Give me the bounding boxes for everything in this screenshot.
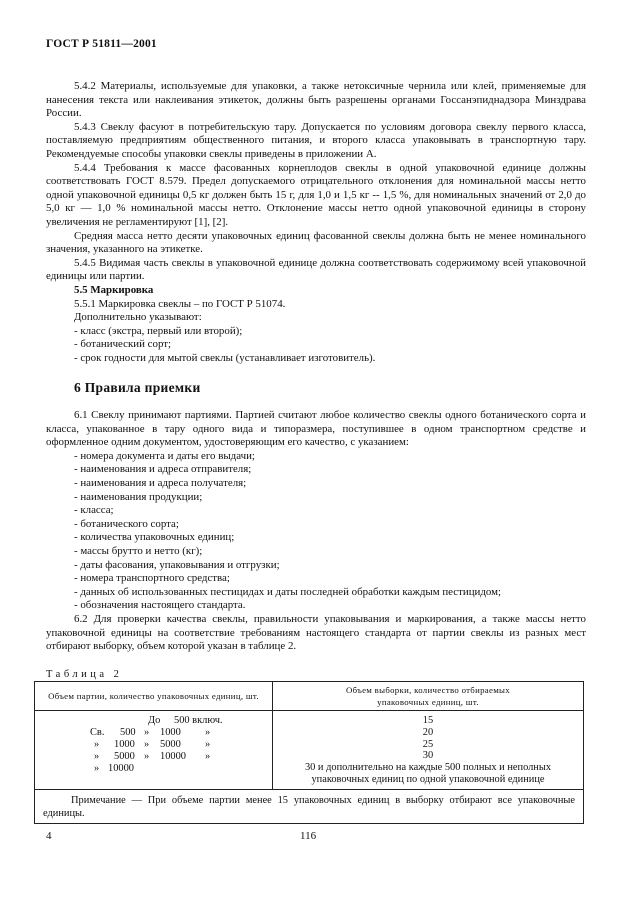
lot-range-token: 10000 <box>108 763 134 774</box>
list-item: - наименования продукции; <box>74 490 203 503</box>
clause-5-5-1-intro: Дополнительно указывают: <box>74 311 202 324</box>
page-number-center: 116 <box>300 830 317 842</box>
sample-size-cell <box>273 711 584 790</box>
clause-6-2: 6.2 Для проверки качества свеклы, правильности упаковывания и маркирования, а также массы нетто упаковочной единицы на соответствие требованиям настоящего стандарта от партии свеклы из разных мест отбирают выборку, объем которой указан в таблице 2. <box>46 612 586 653</box>
lot-range-token: 10000 <box>160 751 186 762</box>
list-item: - наименования и адреса отправителя; <box>74 463 252 476</box>
lot-size-cell <box>35 711 273 790</box>
section-5-5-title: 5.5 Маркировка <box>74 283 154 296</box>
list-item: - класса; <box>74 504 114 517</box>
clause-5-4-2: 5.4.2 Материалы, используемые для упаковки, а также нетоксичные чернила или клей, применяемые для нанесения текста или наклеивания этикеток, должны быть разрешены органами Госсанэпиднадзора Минздрава России. <box>46 80 586 120</box>
lot-range-token: 5000 <box>160 739 181 750</box>
lot-range-token: 5000 <box>114 751 135 762</box>
list-item: - данных об использованных пестицидах и даты последней обработки каждым пестицидом; <box>74 585 502 598</box>
sample-size-value: 20 <box>422 726 434 738</box>
clause-6-1: 6.1 Свеклу принимают партиями. Партией считают любое количество свеклы одного ботанического сорта и класса, упакованное в тару одного вида и типоразмера, поступившее в одном транспортном средстве и оформленное одним документом, удостоверяющим его качество, с указанием: <box>46 409 586 449</box>
list-item: - ботанический сорт; <box>74 338 172 351</box>
list-item: - номера транспортного средства; <box>74 572 230 585</box>
list-item: - даты фасования, упаковывания и отгрузки; <box>74 558 280 571</box>
lot-range-token: Св. <box>90 727 105 738</box>
list-item: - наименования и адреса получателя; <box>74 477 247 490</box>
clause-5-4-4: 5.4.4 Требования к массе фасованных корнеплодов свеклы в одной упаковочной единице должны соответствовать ГОСТ 8.579. Предел допускаемого отрицательного отклонения для номинальной массы нетто одной упаковочной единицы 0,5 кг должен быть 15 г, для 1,0 и 1,5 кг -- 1,5 %, для номинальных значений от 2,0 до 5,0 кг — 1,0 % номинальной массы нетто. Отклонение массы нетто одной упаковочной единицы в сторону увеличения не регламентируют [1], [2]. <box>46 161 586 228</box>
lot-range-token: » <box>94 763 100 774</box>
lot-range-token: » <box>205 751 211 762</box>
document-header: ГОСТ Р 51811—2001 <box>46 38 157 50</box>
clause-5-4-3: 5.4.3 Свеклу фасуют в потребительскую тару. Допускается по условиям договора свеклу первого класса, поставляемую предприятиям общественного питания, и второго класса упаковывать в транспортную тару. Рекомендуемые способы упаковки свеклы приведены в приложении А. <box>46 120 586 160</box>
list-item: - класс (экстра, первый или второй); <box>74 324 243 337</box>
lot-range-token: » <box>144 751 150 762</box>
sample-size-value: 15 <box>422 715 434 726</box>
list-item: - обозначения настоящего стандарта. <box>74 599 246 612</box>
table-header-lot-size: Объем партии, количество упаковочных единиц, шт. <box>35 682 273 711</box>
lot-range-token: » <box>144 727 150 738</box>
lot-range-token: » <box>205 739 211 750</box>
list-item: - количества упаковочных единиц; <box>74 531 235 544</box>
list-item: - номера документа и даты его выдачи; <box>74 449 255 462</box>
table-header-sample-size-text: Объем выборки, количество отбираемых упаковочных единиц, шт. <box>346 685 510 707</box>
lot-range-token: 500 включ. <box>174 715 223 726</box>
section-6-title: 6 Правила приемки <box>74 380 201 396</box>
lot-range-token: » <box>144 739 150 750</box>
lot-range-token: 500 <box>120 727 136 738</box>
lot-range-token: 1000 <box>160 727 181 738</box>
table-caption: Таблица 2 <box>46 669 123 680</box>
lot-range-token: » <box>205 727 211 738</box>
list-item: - массы брутто и нетто (кг); <box>74 545 203 557</box>
sample-size-value: 25 <box>422 738 434 750</box>
clause-5-4-4-average: Средняя масса нетто десяти упаковочных единиц фасованной свеклы должна быть не менее номинального значения, указанного на этикетке. <box>46 229 586 256</box>
lot-range-token: » <box>94 739 100 750</box>
lot-range-token: 1000 <box>114 739 135 750</box>
clauses-5-4-5-5 <box>46 80 586 654</box>
sample-size-table <box>34 681 584 824</box>
clause-5-4-5: 5.4.5 Видимая часть свеклы в упаковочной единице должна соответствовать содержимому всей упаковочной единицы или партии. <box>46 256 586 283</box>
sample-size-value: 30 <box>422 750 434 762</box>
list-item: - ботанического сорта; <box>74 517 179 530</box>
list-item: - срок годности для мытой свеклы (устанавливает изготовитель). <box>74 351 376 364</box>
lot-range-token: » <box>94 751 100 762</box>
table-header-sample-size <box>273 682 584 711</box>
sample-size-value: 30 и дополнительно на каждые 500 полных и неполных упаковочных единиц по одной упаковочной единице <box>304 762 552 785</box>
table-note: Примечание — При объеме партии менее 15 упаковочных единиц в выборку отбирают все упаковочные единицы. <box>35 790 584 824</box>
clause-5-5-1: 5.5.1 Маркировка свеклы – по ГОСТ Р 51074. <box>74 297 286 310</box>
lot-range-token: До <box>148 715 161 726</box>
page-number-left: 4 <box>46 830 52 842</box>
